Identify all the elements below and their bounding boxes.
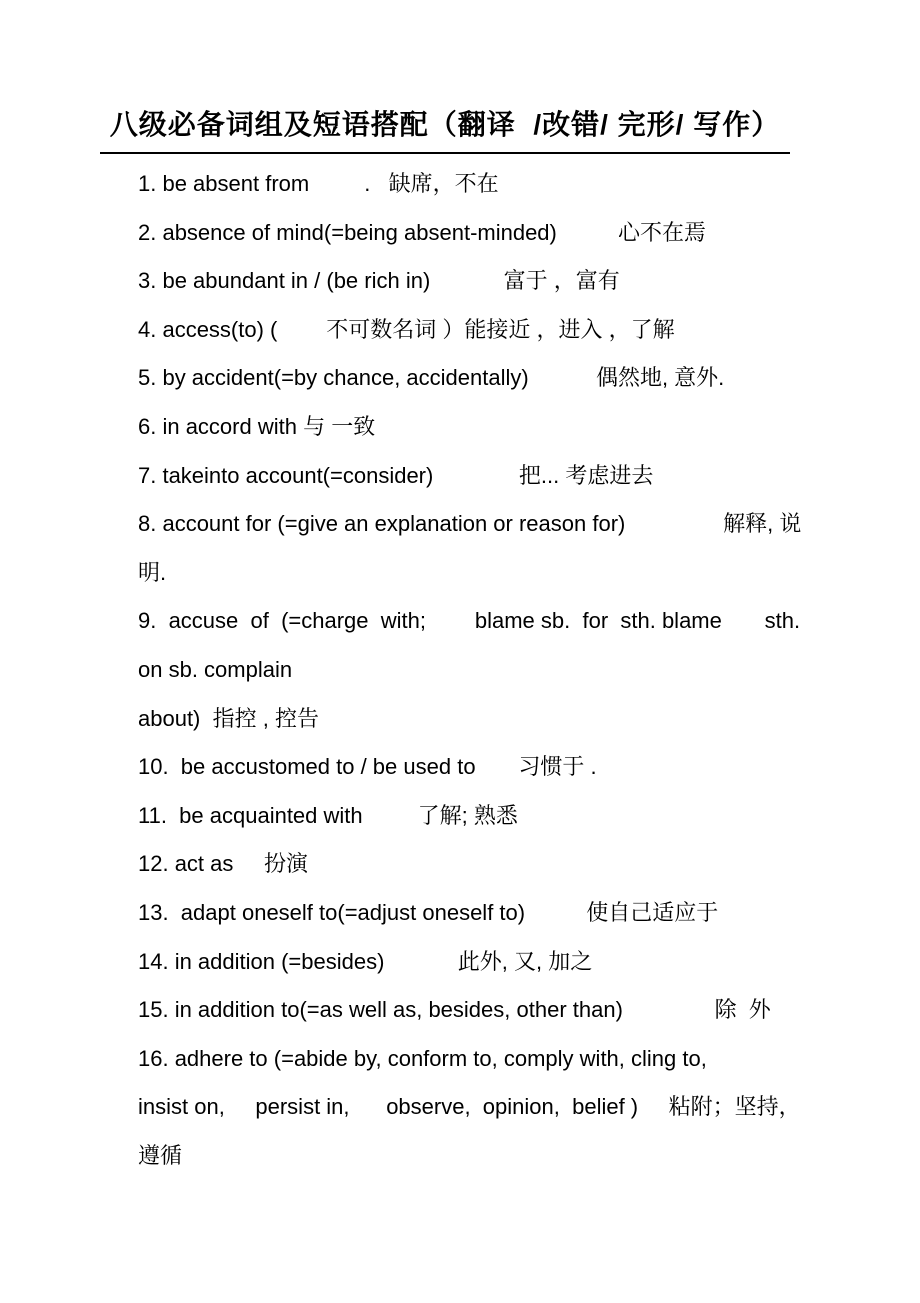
vocab-line: 4. access(to) ( 不可数名词 ）能接近 ，进入 ，了解 (138, 316, 675, 342)
vocab-line: 8. account for (=give an explanation or reason for) 解释, 说 (138, 511, 802, 537)
vocab-line: 11. be acquainted with 了解; 熟悉 (138, 802, 518, 828)
vocab-line: 1. be absent from . 缺席，不在 (138, 171, 499, 196)
vocab-line: insist on, persist in, observe, opinion, belief ) 粘附；坚持， (138, 1094, 801, 1120)
vocab-line: about) 指控 , 控告 (138, 705, 319, 731)
vocab-line: 9. accuse of (=charge with; blame sb. for sth. blame sth. (138, 608, 801, 634)
vocab-line: 14. in addition (=besides) 此外, 又, 加之 (138, 948, 593, 974)
vocab-line: 16. adhere to (=abide by, conform to, comply with, cling to, (138, 1045, 707, 1071)
vocab-line: 15. in addition to(=as well as, besides, other than) 除 外 (138, 997, 771, 1023)
vocab-line: 12. act as 扮演 (138, 851, 308, 877)
vocab-line: 遵循 (138, 1142, 183, 1168)
vocab-line: 5. by accident(=by chance, accidentally) 偶然地, 意外. (138, 365, 725, 391)
vocab-line: 6. in accord with 与 一致 (138, 413, 376, 439)
vocab-line: 明. (138, 559, 167, 585)
document-title: 八级必备词组及短语搭配（翻译 /改错/ 完形/ 写作） (100, 103, 790, 154)
vocab-line: on sb. complain (138, 656, 293, 682)
vocab-line: 10. be accustomed to / be used to 习惯于 . (138, 754, 597, 780)
vocab-line: 13. adapt oneself to(=adjust oneself to) 使自己适应于 (138, 899, 719, 925)
vocab-line: 7. takeinto account(=consider) 把... 考虑进去 (138, 462, 654, 488)
vocab-line: 3. be abundant in / (be rich in) 富于 ，富有 (138, 268, 620, 294)
vocab-line: 2. absence of mind(=being absent-minded) 心不在焉 (138, 219, 706, 245)
vocab-list (138, 160, 802, 1180)
